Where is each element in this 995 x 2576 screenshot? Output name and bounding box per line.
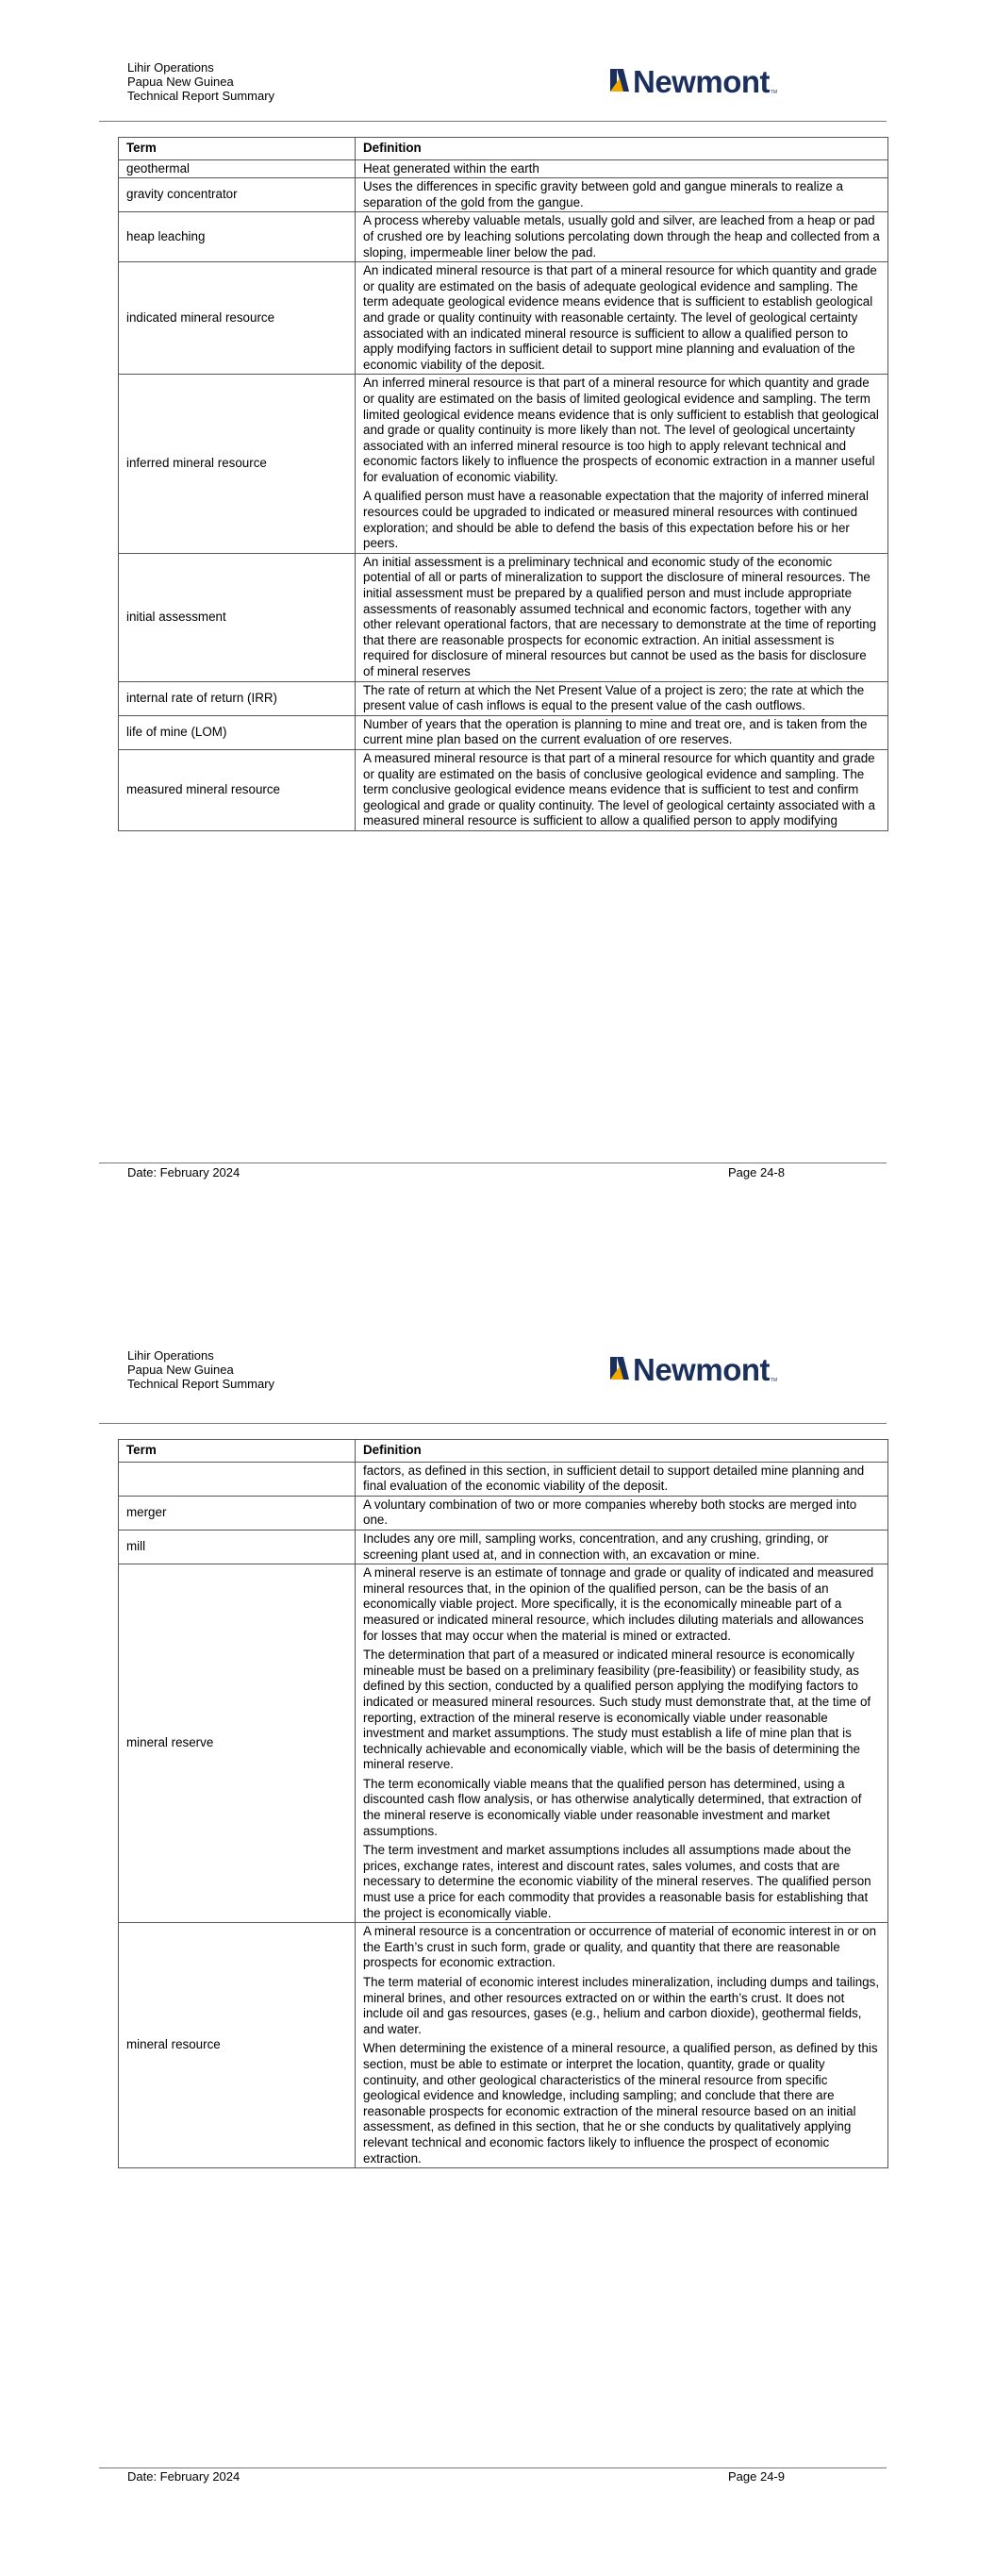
definition-cell (356, 1564, 888, 1923)
footer-page-number: Page 24-8 (728, 1165, 785, 1179)
table-row (119, 1923, 888, 2168)
document-header (127, 1348, 274, 1391)
table-row (119, 212, 888, 262)
header-line-2: Papua New Guinea (127, 1363, 234, 1377)
definition-paragraph: The term economically viable means that the qualified person has determined, using a discounted cash flow analysis, or has otherwise analytically determined, that extraction of the mineral reserve is economically viable under reasonable investment and market assumptions. (363, 1776, 862, 1838)
table-row (119, 681, 888, 715)
definition-paragraph: The term investment and market assumptions includes all assumptions made about the prices, exchange rates, interest and discount rates, sales volumes, and costs that are necessary to determine the economic viability of the mineral reserves. The qualified person must use a price for each commodity that provides a reasonable basis for establishing that the project is economically viable. (363, 1843, 871, 1920)
definition-paragraph: Heat generated within the earth (363, 160, 539, 176)
logo-text: Newmont (633, 64, 770, 99)
header-line-3: Technical Report Summary (127, 1377, 275, 1391)
table-row (119, 1462, 888, 1496)
footer-rule (99, 2467, 887, 2468)
term-cell: mineral reserve (119, 1564, 356, 1923)
definition-paragraph: A measured mineral resource is that part of a mineral resource for which quantity and grade or quality are estimated on the basis of conclusive geological evidence and sampling. The term conclusive geological evidence means evidence that is sufficient to test and confirm geological and grade or quality continuity. The level of geological certainty associated with a measured mineral resource is sufficient to allow a qualified person to apply modifying (363, 750, 875, 828)
logo-trademark: TM (771, 90, 778, 95)
definition-paragraph: Includes any ore mill, sampling works, concentration, and any crushing, grinding, or screening plant used at, and in connection with, an excavation or mine. (363, 1531, 829, 1562)
table-row (119, 178, 888, 212)
definition-cell (356, 715, 888, 749)
newmont-logo-mark-icon (608, 1354, 631, 1380)
term-cell: heap leaching (119, 212, 356, 262)
column-header-term: Term (119, 1440, 356, 1463)
table-row (119, 159, 888, 178)
table-row (119, 1564, 888, 1923)
definition-paragraph: A mineral reserve is an estimate of tonnage and grade or quality of indicated and measured mineral resources that, in the opinion of the qualified person, can be the basis of an economically viable project. More specifically, it is the economically mineable part of a measured or indicated mineral resource, which includes diluting materials and allowances for losses that may occur when the material is mined or extracted. (363, 1565, 874, 1643)
footer-page-number: Page 24-9 (728, 2469, 785, 2484)
definition-cell (356, 749, 888, 830)
definition-paragraph: When determining the existence of a mineral resource, a qualified person, as defined by this section, must be able to estimate or interpret the location, quantity, grade or quality continuity, and other geological characteristics of the mineral resource from specific geological evidence and knowledge, including sampling; and conclude that there are reasonable prospects for economic extraction of the mineral resource based on an initial assessment, as defined in this section, that he or she conducts by qualitatively applying relevant technical and economic factors likely to influence the prospect of economic extraction. (363, 2041, 878, 2166)
term-cell: gravity concentrator (119, 178, 356, 212)
definition-paragraph: factors, as defined in this section, in sufficient detail to support detailed mine planning and final evaluation of the economic viability of the deposit. (363, 1463, 865, 1494)
newmont-logo (608, 66, 788, 98)
definition-paragraph: Uses the differences in specific gravity between gold and gangue minerals to realize a separation of the gold from the gangue. (363, 179, 843, 209)
definition-cell (356, 262, 888, 375)
table-row (119, 749, 888, 830)
term-cell: geothermal (119, 159, 356, 178)
table-row (119, 553, 888, 681)
definition-cell (356, 681, 888, 715)
footer-date: Date: February 2024 (127, 1165, 240, 1179)
header-line-1: Lihir Operations (127, 1348, 214, 1363)
definition-paragraph: The rate of return at which the Net Present Value of a project is zero; the rate at which the present value of cash inflows is equal to the present value of the cash outflows. (363, 682, 865, 713)
term-cell: mineral resource (119, 1923, 356, 2168)
term-cell: initial assessment (119, 553, 356, 681)
header-line-1: Lihir Operations (127, 60, 214, 75)
table-row (119, 715, 888, 749)
logo-text: Newmont (633, 1352, 770, 1387)
table-row (119, 1530, 888, 1564)
term-cell: mill (119, 1530, 356, 1564)
term-cell: measured mineral resource (119, 749, 356, 830)
glossary-table (118, 137, 888, 831)
term-cell: indicated mineral resource (119, 262, 356, 375)
term-cell (119, 1462, 356, 1496)
definition-paragraph: An indicated mineral resource is that part of a mineral resource for which quantity and grade or quality are estimated on the basis of adequate geological evidence and sampling. The term adequate geological evidence means evidence that is sufficient to establish geological and grade or quality continuity with reasonable certainty. The level of geological certainty associated with an indicated mineral resource is sufficient to allow a qualified person to apply modifying factors in sufficient detail to support mine planning and evaluation of the economic viability of the deposit. (363, 263, 877, 372)
logo-trademark: TM (771, 1378, 778, 1383)
definition-cell (356, 1530, 888, 1564)
definition-paragraph: A qualified person must have a reasonable expectation that the majority of inferred mineral resources could be upgraded to indicated or measured mineral resources with continued exploration; and should be able to defend the basis of this expectation before his or her peers. (363, 489, 869, 551)
definition-cell (356, 1462, 888, 1496)
table-header-row (119, 138, 888, 160)
header-line-2: Papua New Guinea (127, 75, 234, 89)
page-24-9 (0, 1288, 995, 2576)
definition-paragraph: A process whereby valuable metals, usually gold and silver, are leached from a heap or pad of crushed ore by leaching solutions percolating down through the heap and collected from a sloping, impermeable liner below the pad. (363, 213, 880, 259)
newmont-logo-mark-icon (608, 66, 631, 92)
definition-paragraph: A mineral resource is a concentration or occurrence of material of economic interest in or on the Earth’s crust in such form, grade or quality, and quantity that there are reasonable prospects for economic extraction. (363, 1924, 877, 1970)
table-row (119, 262, 888, 375)
term-cell: inferred mineral resource (119, 375, 356, 554)
document-header (127, 60, 274, 103)
table-row (119, 375, 888, 554)
term-cell: life of mine (LOM) (119, 715, 356, 749)
definition-paragraph: The determination that part of a measured or indicated mineral resource is economically mineable must be based on a preliminary feasibility (pre-feasibility) or feasibility study, as defined by this section, conducted by a qualified person applying the modifying factors to indicated or measured mineral resources. Such study must demonstrate that, at the time of reporting, extraction of the mineral reserve is economically viable under reasonable investment and market assumptions. The study must establish a life of mine plan that is technically achievable and economically viable, which will be the basis of determining the mineral reserve. (363, 1648, 871, 1772)
table-row (119, 1496, 888, 1530)
header-line-3: Technical Report Summary (127, 89, 275, 103)
header-rule (99, 1423, 887, 1424)
definition-cell (356, 178, 888, 212)
definition-cell (356, 1496, 888, 1530)
column-header-definition: Definition (356, 138, 888, 160)
definition-cell (356, 1923, 888, 2168)
definition-paragraph: The term material of economic interest includes mineralization, including dumps and tailings, mineral brines, and other resources extracted on or within the earth’s crust. It does not include oil and gas resources, gases (e.g., helium and carbon dioxide), geothermal fields, and water. (363, 1975, 880, 2036)
definition-cell (356, 212, 888, 262)
definition-paragraph: An inferred mineral resource is that part of a mineral resource for which quantity and grade or quality are estimated on the basis of limited geological evidence and sampling. The term limited geological evidence means evidence that is only sufficient to establish that geological and grade or quality continuity is more likely than not. The level of geological uncertainty associated with an inferred mineral resource is too high to apply relevant technical and economic factors likely to influence the prospects of economic extraction in a manner useful for evaluation of economic viability. (363, 376, 879, 484)
glossary-table (118, 1439, 888, 2168)
table-header-row (119, 1440, 888, 1463)
column-header-definition: Definition (356, 1440, 888, 1463)
definition-cell (356, 553, 888, 681)
definition-cell (356, 159, 888, 178)
definition-paragraph: A voluntary combination of two or more companies whereby both stocks are merged into one. (363, 1497, 857, 1528)
definition-paragraph: An initial assessment is a preliminary technical and economic study of the economic potential of all or parts of mineralization to support the disclosure of mineral resources. The initial assessment must be prepared by a qualified person and must include appropriate assessments of reasonably assumed technical and economic factors, together with any other relevant operational factors, that are necessary to demonstrate at the time of reporting that there are reasonable prospects for economic extraction. An initial assessment is required for disclosure of mineral resources but cannot be used as the basis for disclosure of mineral reserves (363, 554, 877, 678)
header-rule (99, 121, 887, 122)
newmont-logo (608, 1354, 788, 1386)
term-cell: internal rate of return (IRR) (119, 681, 356, 715)
term-cell: merger (119, 1496, 356, 1530)
definition-cell (356, 375, 888, 554)
column-header-term: Term (119, 138, 356, 160)
definition-paragraph: Number of years that the operation is planning to mine and treat ore, and is taken from the current mine plan based on the current evaluation of ore reserves. (363, 716, 868, 747)
footer-date: Date: February 2024 (127, 2469, 240, 2484)
